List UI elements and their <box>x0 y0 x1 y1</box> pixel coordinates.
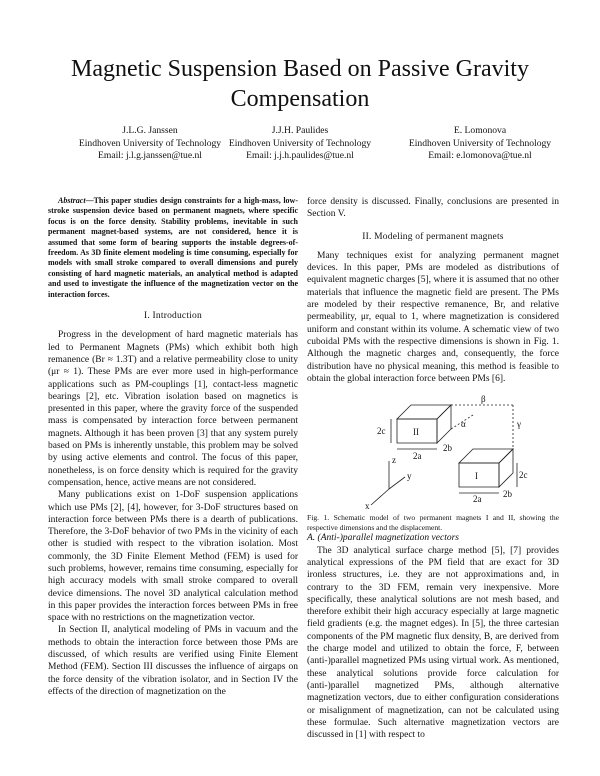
right-column <box>307 196 559 741</box>
author-name: J.L.G. Janssen <box>122 125 178 136</box>
figure-1-caption: Fig. 1. Schematic model of two permanent magnets I and II, showing the respective dimensions and the displacement. <box>307 513 559 532</box>
magnet-i-shape <box>459 449 513 487</box>
greek-beta-label: β <box>481 394 486 405</box>
author-2 <box>210 125 390 163</box>
figure-1 <box>307 391 559 511</box>
magnet-i-label: I <box>475 471 478 482</box>
magnet-ii-label: II <box>413 427 419 438</box>
axis-x-label: x <box>365 501 370 512</box>
author-email: Email: j.l.g.janssen@tue.nl <box>98 150 202 161</box>
dim-label-2a-i: 2a <box>473 494 482 505</box>
axis-x-line <box>371 489 389 505</box>
author-affiliation: Eindhoven University of Technology <box>408 137 552 149</box>
intro-paragraph-2: Many publications exist on 1-DoF suspension applications which use PMs [2], [4], however, for 3-DoF structures based on interaction force between PMs there is a dearth of publications. Therefore, the 3-DoF behavior of two PMs in the vicinity of each other is studied with respect to the vibration isolation. Most commonly, the 3D Finite Element Method (FEM) is used for such problems, however, remains time consuming, especially for high accuracy models with small stroke compared to overall device dimensions. The novel 3D analytical calculation method in this paper provides the interaction forces between PMs in free space with no restrictions on the magnetization vector. <box>48 490 298 624</box>
greek-gamma-label: γ <box>517 419 521 430</box>
modeling-paragraph-1: Many techniques exist for analyzing permanent magnet devices. In this paper, PMs are modeled as distributions of equivalent magnetic charges [5], where it is assumed that no other materials that influence the magnetic field are present. The PMs are modeled by their respective remanence, Br, and relative permeability, μr, equal to 1, where magnetization is considered uniform and constant within its volume. A schematic view of two cuboidal PMs with the respective dimensions is shown in Fig. 1. Although the magnetic charges and, consequently, the force distribution have no physical meaning, this method is feasible to obtain the global interaction force between PMs [6]. <box>307 250 559 384</box>
author-name: J.J.H. Paulides <box>271 125 329 136</box>
author-email: Email: e.lomonova@tue.nl <box>428 150 532 161</box>
dim-label-2b-ii: 2b <box>443 443 452 454</box>
author-email: Email: j.j.h.paulides@tue.nl <box>246 150 354 161</box>
dim-label-2b-i: 2b <box>503 489 512 500</box>
section-heading-modeling: II. Modeling of permanent magnets <box>362 231 504 242</box>
author-affiliation: Eindhoven University of Technology <box>78 137 222 149</box>
abstract <box>48 196 298 300</box>
axis-z-label: z <box>392 455 396 466</box>
intro-paragraph-3: In Section II, analytical modeling of PMs in vacuum and the methods to obtain the interaction force between those PMs are discussed, of which results are verified using Finite Element Method (FEM). Section III discusses the influence of airgaps on the force density of the vibration isolator, and in Section IV the effects of the direction of magnetization on the <box>48 625 298 697</box>
abstract-label: Abstract <box>58 196 86 205</box>
axis-y-line <box>389 477 405 489</box>
greek-alpha-label: α <box>461 419 466 430</box>
abstract-text: —This paper studies design constraints for a high-mass, low-stroke suspension device based on permanent magnets, where specific focus is on the force density. Stability problems, inevitable in such permanent magnet-based systems, are not considered, hence it is assumed that some form of bearing supports the instable degrees-of-freedom. As 3D finite element modeling is time consuming, especially for models with small stroke compared to overall dimensions and purely consisting of hard magnetic materials, an analytical method is adapted and used to investigate the influence of the magnetization vector on the interaction forces. <box>48 196 298 299</box>
subsection-heading: A. (Anti-)parallel magnetization vectors <box>307 533 459 544</box>
dim-label-2c-i: 2c <box>519 470 528 481</box>
author-affiliation: Eindhoven University of Technology <box>228 137 372 149</box>
dim-label-2a-ii: 2a <box>413 451 422 462</box>
subsection-paragraph-1: The 3D analytical surface charge method [5], [7] provides analytical expressions of the PM field that are exact for 3D ironless structures, i.e. they are not approximations and, in contrary to the 3D FEM, remain very inexpensive. More specifically, these analytical solutions are not mesh based, and therefore exhibit their high accuracy especially at large magnetic field gradients (e.g. the magnet edges). In [5], the three cartesian components of the PM magnetic flux density, B, are derived from the charge model and utilized to obtain the force, F, between (anti-)parallel magnetized PMs using virtual work. As mentioned, these analytical solutions provide force calculation for (anti-)parallel magnetized PMs, although alternative magnetization vectors, due to either configuration considerations or misalignment of magnetization, can not be calculated using these formulae. Such alternative magnetization vectors are discussed in [1] with respect to <box>307 545 559 741</box>
intro-paragraph-1: Progress in the development of hard magnetic materials has led to Permanent Magnets (PMs) which exhibit both high remanence (Br ≈ 1.3T) and a relative permeability close to unity (μr ≈ 1). These PMs are ever more used in high-performance applications such as PM-couplings [1], contact-less magnetic bearings [2], etc. Vibration isolation based on magnetics is presented in this paper, where the gravity force of the suspended mass is compensated by interaction force between permanent magnets. Although it has been proven [3] that any system purely based on PMs is inherently unstable, this problem may be solved by using active elements and control. The focus of this paper, nonetheless, is on force density which is required for the gravity compensation, hence, active means are not considered. <box>48 330 298 488</box>
axis-y-label: y <box>407 471 412 482</box>
author-name: E. Lomonova <box>453 125 507 136</box>
figure-1-diagram <box>307 391 559 511</box>
right-paragraph-continued: force density is discussed. Finally, conclusions are presented in Section V. <box>307 197 559 220</box>
paper-title: Magnetic Suspension Based on Passive Gravity Compensation <box>71 56 529 112</box>
magnet-ii-shape <box>397 405 451 443</box>
author-3 <box>390 125 570 163</box>
dim-label-2c-ii: 2c <box>377 426 386 437</box>
section-heading-introduction: I. Introduction <box>144 311 202 322</box>
left-column <box>48 196 298 698</box>
